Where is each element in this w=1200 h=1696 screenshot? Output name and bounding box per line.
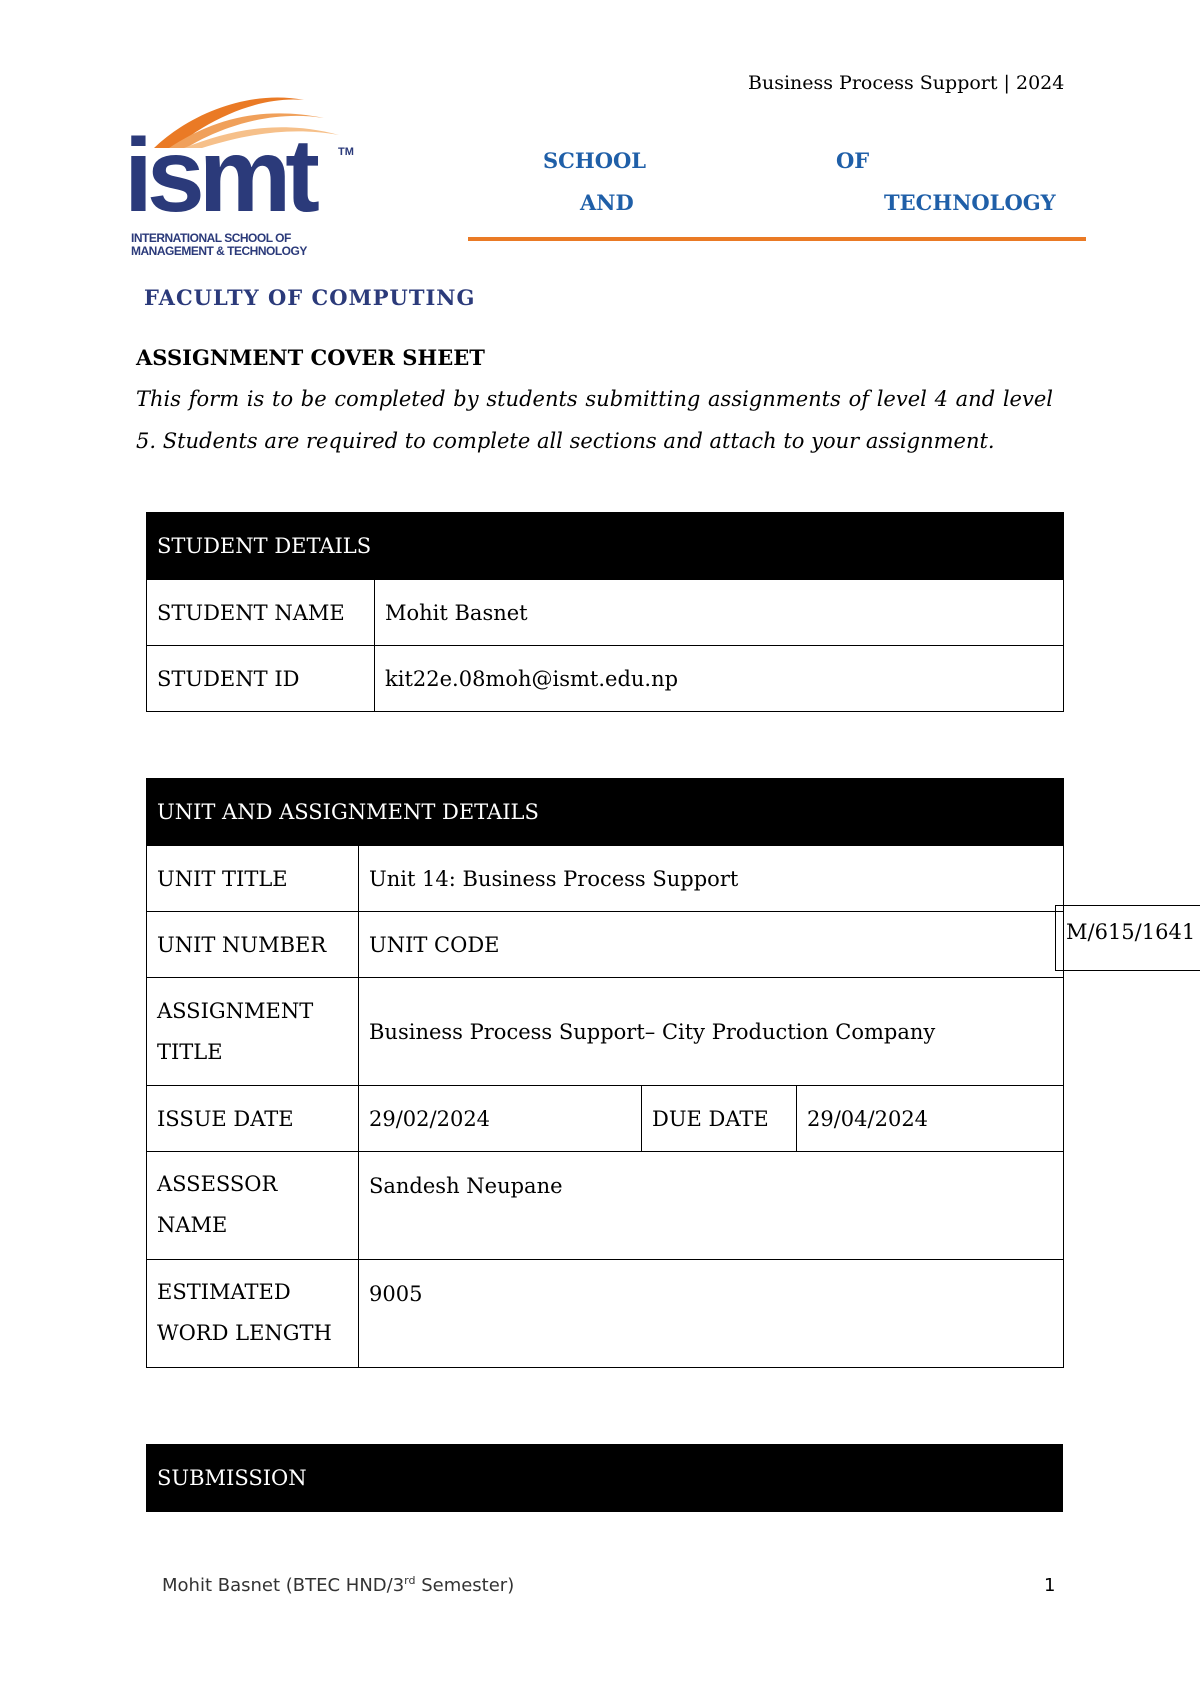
logo-subtitle-line-1: INTERNATIONAL SCHOOL OF: [131, 231, 291, 245]
assessor-label-line-2: NAME: [157, 1213, 228, 1237]
student-id-value: kit22e.08moh@ismt.edu.np: [375, 646, 1064, 712]
submission-heading: SUBMISSION: [147, 1445, 1063, 1512]
unit-title-label: UNIT TITLE: [147, 846, 359, 912]
assignment-title-label-line-2: TITLE: [157, 1039, 223, 1064]
assignment-title-label: [147, 978, 359, 1086]
unit-details-table: [146, 778, 1064, 1368]
header-divider: [468, 237, 1086, 241]
unit-details-heading: UNIT AND ASSIGNMENT DETAILS: [147, 779, 1064, 846]
logo-subtitle: [131, 232, 307, 258]
word-length-label-line-1: ESTIMATED: [157, 1280, 291, 1304]
school-word-2: OF: [836, 148, 870, 173]
student-name-value: Mohit Basnet: [375, 580, 1064, 646]
issue-date-value: 29/02/2024: [359, 1086, 642, 1152]
word-length-label-line-2: WORD LENGTH: [157, 1321, 332, 1345]
school-word-1: SCHOOL: [543, 148, 647, 173]
word-length-label: [147, 1260, 359, 1368]
school-word-3: AND: [580, 190, 634, 215]
trademark-mark: TM: [338, 146, 354, 158]
issue-date-label: ISSUE DATE: [147, 1086, 359, 1152]
ismt-logo: [124, 90, 364, 268]
page-number: 1: [1044, 1575, 1056, 1596]
footer-name-prefix: Mohit Basnet (BTEC HND/3: [162, 1575, 405, 1596]
unit-code-value: M/615/1641: [1055, 905, 1200, 971]
assignment-title-value: Business Process Support– City Production Company: [359, 978, 1064, 1086]
footer-name-suffix: Semester): [415, 1575, 515, 1596]
submission-table: [146, 1444, 1063, 1512]
running-header: Business Process Support | 2024: [748, 72, 1065, 94]
word-length-value: 9005: [359, 1260, 1064, 1368]
unit-number-label: UNIT NUMBER: [147, 912, 359, 978]
due-date-label: DUE DATE: [642, 1086, 797, 1152]
intro-paragraph: This form is to be completed by students submitting assignments of level 4 and level 5. Students are required to complete all sections and attach to your assignment.: [136, 387, 1053, 453]
assessor-name-label: [147, 1152, 359, 1260]
assessor-name-value: Sandesh Neupane: [359, 1152, 1064, 1260]
unit-title-value: Unit 14: Business Process Support: [359, 846, 1064, 912]
student-id-label: STUDENT ID: [147, 646, 375, 712]
school-word-4: TECHNOLOGY: [884, 190, 1056, 215]
faculty-heading: FACULTY OF COMPUTING: [144, 285, 476, 310]
student-name-label: STUDENT NAME: [147, 580, 375, 646]
assessor-label-line-1: ASSESSOR: [157, 1172, 278, 1196]
logo-subtitle-line-2: MANAGEMENT & TECHNOLOGY: [131, 244, 307, 258]
student-details-heading: STUDENT DETAILS: [147, 513, 1064, 580]
logo-wordmark: ismt: [124, 118, 314, 234]
footer-student-info: [162, 1574, 514, 1596]
student-details-table: [146, 512, 1064, 712]
unit-code-label: UNIT CODE: [359, 912, 1064, 978]
footer-superscript: rd: [404, 1574, 416, 1587]
due-date-value: 29/04/2024: [797, 1086, 1064, 1152]
cover-sheet-title: ASSIGNMENT COVER SHEET: [136, 345, 485, 370]
assignment-title-label-line-1: ASSIGNMENT: [157, 998, 314, 1023]
